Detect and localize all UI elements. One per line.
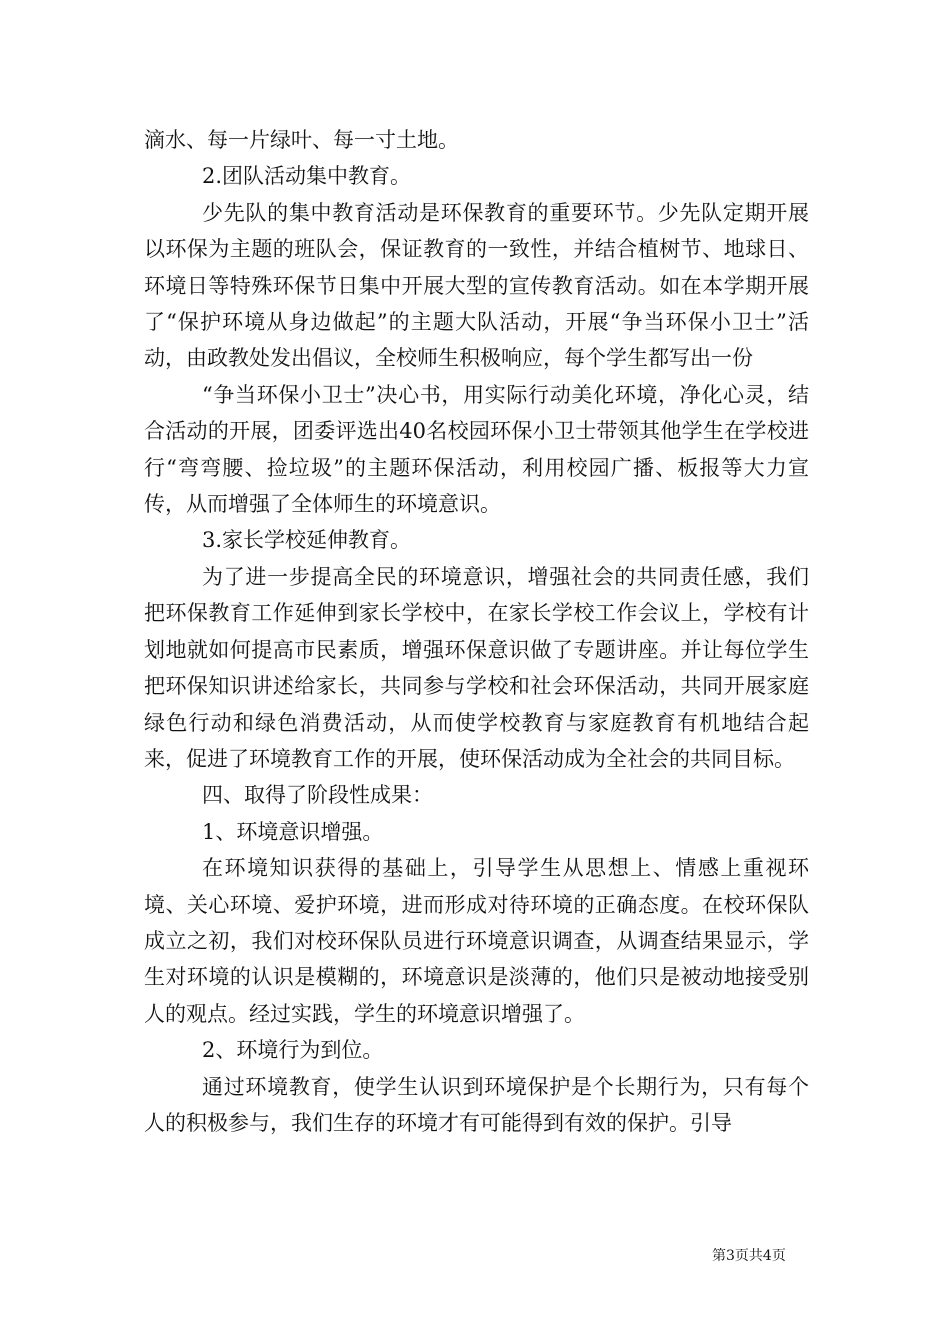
paragraph-behavior: 通过环境教育，使学生认识到环境保护是个长期行为，只有每个人的积极参与，我们生存的环境才有可能得到有效的保护。引导 (144, 1074, 809, 1135)
page-number: 第3页共4页 (712, 1248, 786, 1264)
subheading-behavior: 2、环境行为到位。 (202, 1038, 384, 1063)
section-heading-parent-school: 3.家长学校延伸教育。 (202, 528, 412, 553)
paragraph-awareness: 在环境知识获得的基础上，引导学生从思想上、情感上重视环境、关心环境、爱护环境，进而形成对待环境的正确态度。在校环保队成立之初，我们对校环保队员进行环境意识调查，从调查结果显示，学生对环境的认识是模糊的，环境意识是淡薄的，他们只是被动地接受别人的观点。经过实践，学生的环境意识增强了。 (144, 856, 809, 1026)
paragraph-parent-school: 为了进一步提高全民的环境意识，增强社会的共同责任感，我们把环保教育工作延伸到家长学校中，在家长学校工作会议上，学校有计划地就如何提高市民素质，增强环保意识做了专题讲座。并让每位学生把环保知识讲述给家长，共同参与学校和社会环保活动，共同开展家庭绿色行动和绿色消费活动，从而使学校教育与家庭教育有机地结合起来，促进了环境教育工作的开展，使环保活动成为全社会的共同目标。 (144, 564, 809, 771)
page-footer (0, 1245, 950, 1269)
subheading-awareness: 1、环境意识增强。 (202, 819, 384, 844)
paragraph-continuation: 滴水、每一片绿叶、每一寸土地。 (144, 128, 459, 152)
paragraph-pledge: “争当环保小卫士”决心书，用实际行动美化环境，净化心灵，结合活动的开展，团委评选出40名校园环保小卫士带领其他学生在学校进行“弯弯腰、捡垃圾”的主题环保活动，利用校园广播、板报等大力宣传，从而增强了全体师生的环境意识。 (144, 382, 809, 517)
document-body (144, 122, 809, 1141)
paragraph-young-pioneers: 少先队的集中教育活动是环保教育的重要环节。少先队定期开展以环保为主题的班队会，保证教育的一致性，并结合植树节、地球日、环境日等特殊环保节日集中开展大型的宣传教育活动。如在本学期开展了“保护环境从身边做起”的主题大队活动，开展“争当环保小卫士”活动，由政教处发出倡议，全校师生积极响应，每个学生都写出一份 (144, 200, 809, 371)
section-heading-achievements: 四、取得了阶段性成果： (202, 783, 433, 808)
section-heading-team-activities: 2.团队活动集中教育。 (202, 164, 412, 189)
